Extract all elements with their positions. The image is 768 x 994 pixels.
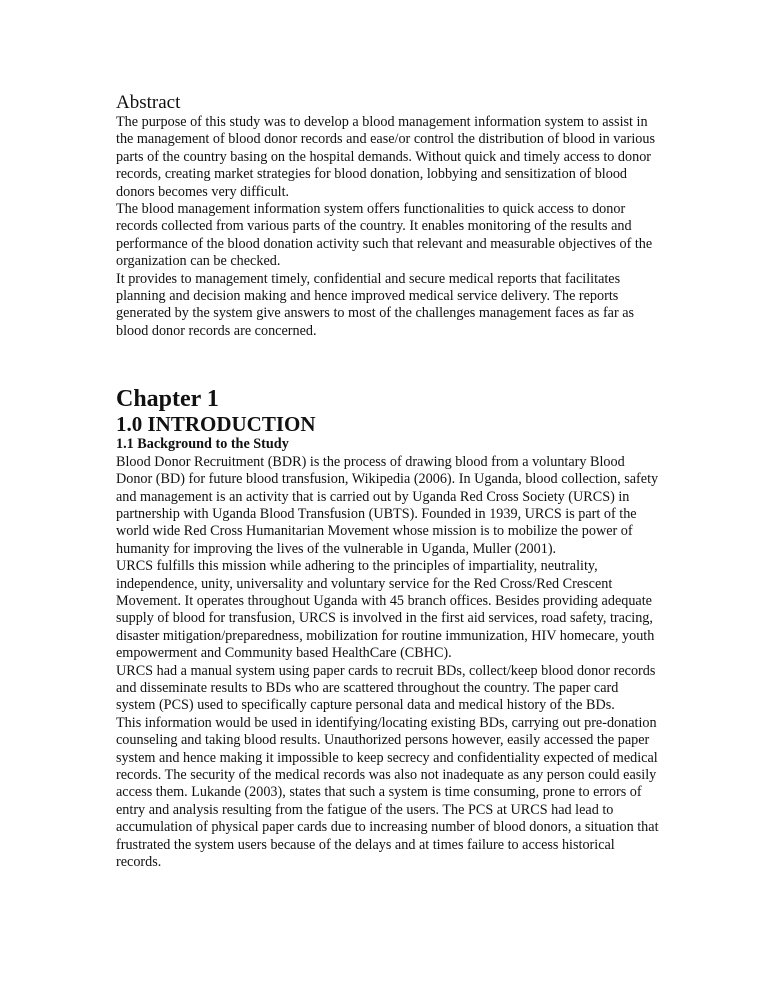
section-heading: 1.0 INTRODUCTION [116,412,316,437]
abstract-heading: Abstract [116,92,181,113]
document-page [116,92,661,871]
abstract-paragraph-2: The blood management information system offers functionalities to quick access to donor records collected from various parts of the country. It enables monitoring of the results and performance of the blood donation activity such that relevant and measurable objectives of the organization can be checked. [116,201,653,270]
subsection-heading: 1.1 Background to the Study [116,436,289,453]
abstract-paragraph-3: It provides to management timely, confidential and secure medical reports that facilitates planning and decision making and hence improved medical service delivery. The reports generated by the system give answers to most of the challenges management faces as far as blood donor records are concerned. [116,270,635,339]
background-paragraph-2: URCS fulfills this mission while adhering to the principles of impartiality, neutrality, independence, unity, universality and voluntary service for the Red Cross/Red Crescent Movement. It operates throughout Uganda with 45 branch offices. Besides providing adequate supply of blood for transfusion, URCS is involved in the first aid services, road safety, tracing, disaster mitigation/preparedness, mobilization for routine immunization, HIV homecare, youth empowerment and Community based HealthCare (CBHC). [116,558,655,662]
background-paragraph-1: Blood Donor Recruitment (BDR) is the process of drawing blood from a voluntary Blood Donor (BD) for future blood transfusion, Wikipedia (2006). In Uganda, blood collection, safety and management is an activity that is carried out by Uganda Red Cross Society (URCS) in partnership with Uganda Blood Transfusion (UBTS). Founded in 1939, URCS is part of the world wide Red Cross Humanitarian Movement whose mission is to mobilize the power of humanity for improving the lives of the vulnerable in Uganda, Muller (2001). [116,453,659,557]
abstract-paragraph-1: The purpose of this study was to develop a blood management information system to assist in the management of blood donor records and ease/or control the distribution of blood in various parts of the country basing on the hospital demands. Without quick and timely access to donor records, creating market strategies for blood donation, lobbying and sensitization of blood donors becomes very difficult. [116,114,655,200]
chapter-heading: Chapter 1 [116,386,219,413]
background-paragraph-4: This information would be used in identifying/locating existing BDs, carrying out pre-donation counseling and taking blood results. Unauthorized persons however, easily accessed the paper system and hence making it impossible to keep secrecy and confidentiality expected of medical records. The security of the medical records was also not inadequate as any person could easily access them. Lukande (2003), states that such a system is time consuming, prone to errors of entry and analysis resulting from the fatigue of the users. The PCS at URCS had lead to accumulation of physical paper cards due to increasing number of blood donors, a situation that frustrated the system users because of the delays and at times failure to access historical records. [116,714,659,871]
background-paragraph-3: URCS had a manual system using paper cards to recruit BDs, collect/keep blood donor records and disseminate results to BDs who are scattered throughout the country. The paper card system (PCS) used to specifically capture personal data and medical history of the BDs. [116,662,656,714]
